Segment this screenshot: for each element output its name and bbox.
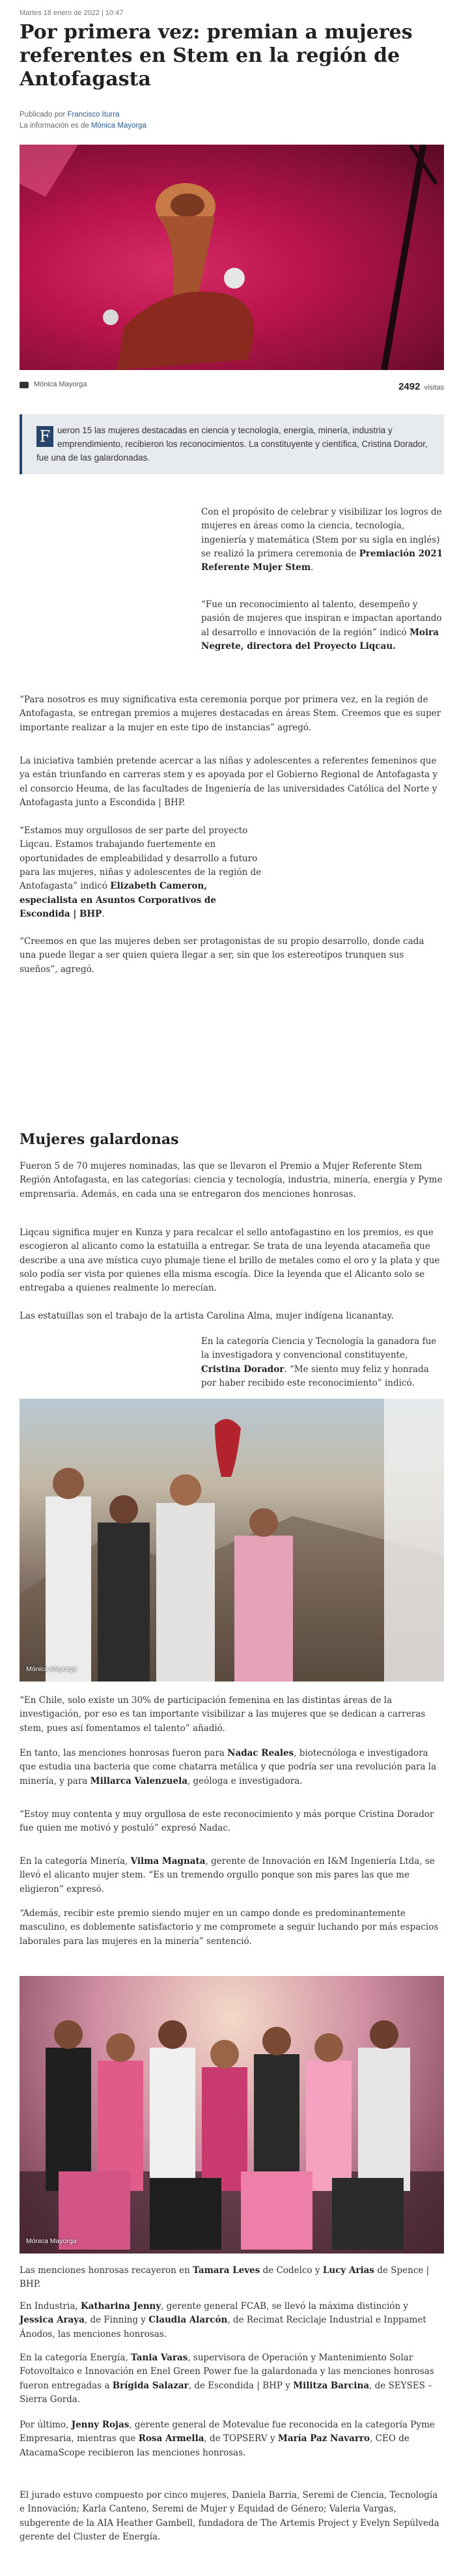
paragraph-nadac-quote: “Estoy muy contenta y muy orgullosa de este reconocimiento y más porque Cristina Dorador fue quien me motivó y postuló” expresó Nadac. <box>20 1809 434 1834</box>
byline <box>20 109 146 131</box>
paragraph-pyme: Por último, Jenny Rojas, gerente general de Motevalue fue reconocida en la categoría Pyme Empresaria, mientras que Rosa Armella, de TOPSERV y María Paz Navarro, CEO de AtacamaScope recibieron las menciones honrosas. <box>20 2420 435 2458</box>
photo-credit-3: Mónica Mayorga <box>26 2237 77 2246</box>
summary-box <box>20 414 444 474</box>
paragraph-jury: El jurado estuvo compuesto por cinco mujeres, Daniela Barria, Seremi de Ciencia, Tecnología e Innovación; Karla Canteno, Seremi de Mujer y Equidad de Género; Valeria Vargas, subgerente de la AIA Heather Gambell, fundadora de The Artemis Project y Evelyn Sepúlveda gerente del Cluster de Energía. <box>20 2490 439 2542</box>
article-title: Por primera vez: premian a mujeres referentes en Stem en la región de Antofagasta <box>20 21 413 91</box>
drop-cap: F <box>36 426 53 447</box>
paragraph-vilma-quote: “Además, recibir este premio siendo mujer en un campo donde es predominantemente masculino, es doblemente satisfactorio y me compromete a seguir luchando por más espacios laborales para las mujeres en la minería” sentenció. <box>20 1908 439 1947</box>
paragraph-nominees: Fueron 5 de 70 mujeres nominadas, las que se llevaron el Premio a Mujer Referente Stem Región Antofagasta, en las categorías: ciencia y tecnología, industria, minería, energía y Pyme emprensaria. Además, en cada una se entregaron dos menciones honrosas. <box>20 1161 443 1199</box>
author-link[interactable]: Francisco Iturra <box>67 111 120 119</box>
hero-photo <box>20 145 444 370</box>
views-count: 2492 <box>398 381 421 392</box>
paragraph-intro: Con el propósito de celebrar y visibilizar los logros de mujeres en áreas como la ciencia, tecnología, ingeniería y matemática (Stem por su sigla en inglés) se realizó la primera ceremonia de Premiación 2021 Referente Mujer Stem. <box>201 507 443 573</box>
section-title: Mujeres galardonas <box>20 1131 179 1148</box>
source-author-link[interactable]: Mónica Mayorga <box>90 121 146 130</box>
paragraph-quote-moira: “Fue un reconocimiento al talento, desempeño y pasión de mujeres que inspiran e impactan aportando al desarrollo e innovación de la región” indicó Moira Negrete, directora del Proyecto Liqcau. <box>201 599 442 651</box>
paragraph-science-winner: En la categoría Ciencia y Tecnología la ganadora fue la investigadora y convencional constituyente, Cristina Dorador. “Me siento muy feliz y honrada por haber recibido este reconocimiento” indicó. <box>201 1336 437 1388</box>
paragraph-quote-elizabeth: “Estamos muy orgullosos de ser parte del proyecto Liqcau. Estamos trabajando fuertemente en oportunidades de empleabilidad y desarrollo a futuro para las mujeres, niñas y adolescentes de la región de Antofagasta” indicó Elizabeth Cameron, especialista en Asuntos Corporativos de Escondida | BHP. <box>20 825 262 919</box>
publish-date: Martes 18 enero de 2022 | 10:47 <box>20 9 124 17</box>
paragraph-initiative: La iniciativa también pretende acercar a las niñas y adolescentes a referentes femeninos que ya están triunfando en carreras stem y es apoyada por el Gobierno Regional de Antofagasta y el consorcio Heuma, de las facultades de Ingeniería de las universidades Católica del Norte y Antofagasta junto a Escondida | BHP. <box>20 756 438 808</box>
paragraph-mining-winner: En la categoría Minería, Vilma Magnata, gerente de Innovación en I&M Ingeniería Ltda, se llevó el alicanto mujer stem. “Es un tremendo orgullo ponque son mis pares las que me eligieron” expresó. <box>20 1856 435 1895</box>
view-counter <box>398 379 444 395</box>
camera-icon <box>20 382 29 388</box>
paragraph-science-mentions: En tanto, las menciones honrosas fueron para Nadac Reales, biotecnóloga e investigadora que estudia una bacteria que come chatarra metálica y que podría ser una revolución para la minería, y para Millarca Valenzuela, geóloga e investigadora. <box>20 1748 437 1786</box>
views-label: visitas <box>424 384 444 392</box>
group-photo <box>20 1976 444 2254</box>
ceremony-illustration <box>20 1399 444 1682</box>
summary-text: ueron 15 las mujeres destacadas en ciencia y tecnología, energía, minería, industria y emprendimiento, recibieron los reconocimientos. La constituyente y científica, Cristina Dorador, fue una de las galardonadas. <box>36 425 428 463</box>
photo-info-bar <box>20 379 444 394</box>
photo-credit: Mónica Mayorga <box>34 380 87 388</box>
paragraph-statuettes: Las estatuillas son el trabajo de la artista Carolina Alma, mujer indígena licanantay. <box>20 1311 394 1321</box>
hero-illustration <box>20 145 444 370</box>
paragraph-dreams: “Creemos en que las mujeres deben ser protagonistas de su propio desarrollo, donde cada una puede llegar a ser quien quiera llegar a ser, sin que los estereotipos trunquen sus sueños”, agregó. <box>20 936 424 975</box>
paragraph-participation: “En Chile, solo existe un 30% de participación femenina en las distintas áreas de la investigación, por eso es tan importante visibilizar a las mujeres que se dedican a carreras stem, pues así fomentamos el talento” añadió. <box>20 1695 426 1734</box>
photo-credit-2: Mónica Mayorga <box>26 1665 77 1674</box>
paragraph-mining-mentions: Las menciones honrosas recayeron en Tamara Leves de Codelco y Lucy Arias de Spence | BHP. <box>20 2265 430 2290</box>
group-illustration <box>20 1976 444 2254</box>
paragraph-significance: “Para nosotros es muy significativa esta ceremonia porque por primera vez, en la región de Antofagasta, se entregan premios a mujeres destacadas en áreas Stem. Creemos que es super importante realizar a la mujer en este tipo de instancias” agregó. <box>20 694 441 733</box>
info-prefix: La información es de <box>20 121 89 130</box>
paragraph-liqcau: Liqcau significa mujer en Kunza y para recalcar el sello antofagastino en los premios, es que escogieron al alicanto como la estatuilla a entregar. Se trata de una leyenda atacameña que describe a una ave mística cuyo plumaje tiene el brillo de metales como el oro y la plata y que solo podía ser vista por quienes ella misma escogía. Dice la leyenda que el Alicanto solo se entregaba a quienes realmente lo merecían. <box>20 1227 440 1294</box>
paragraph-industry: En Industria, Katharina Jenny, gerente general FCAB, se llevó la máxima distinción y Jessica Araya, de Finning y Claudia Alarcón, de Recimat Reciclaje Industrial e Inppamet Ánodos, las menciones honrosas. <box>20 2301 426 2340</box>
paragraph-energy: En la categoría Energía, Tania Varas, supervisora de Operación y Mantenimiento Solar Fotovoltaico e Innovación en Enel Green Power fue la galardonada y las menciones honrosas fueron entregadas a Brígida Salazar, de Escondida | BHP y Militza Barcina, de SEYSES – Sierra Gorda. <box>20 2353 434 2405</box>
published-prefix: Publicado por <box>20 111 66 119</box>
ceremony-photo <box>20 1399 444 1682</box>
